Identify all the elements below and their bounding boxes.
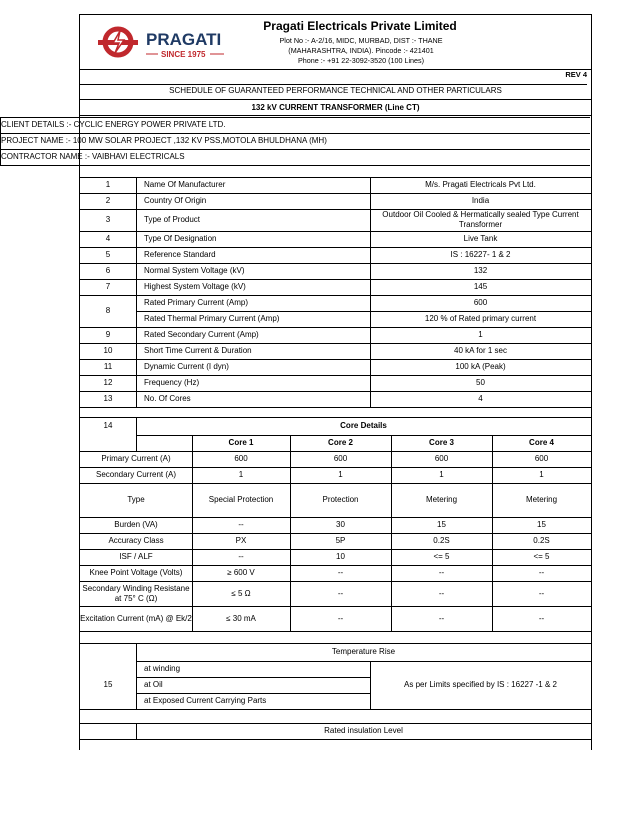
core-value: 1 xyxy=(539,470,544,479)
core-row-label: Accuracy Class xyxy=(108,536,164,545)
core-row-label: Excitation Current (mA) @ Ek/2 xyxy=(80,613,192,623)
row-parameter: Frequency (Hz) xyxy=(144,378,200,387)
core-value: 0.2S xyxy=(533,536,550,545)
core-value: 600 xyxy=(333,454,348,463)
core-value: -- xyxy=(337,613,344,623)
core-value: 30 xyxy=(336,520,345,529)
core-value: PX xyxy=(235,536,247,545)
row-number: 9 xyxy=(105,330,111,339)
row-number: 1 xyxy=(105,180,111,189)
core-value: -- xyxy=(337,568,344,577)
core-value: 5P xyxy=(335,536,346,545)
core-header: Core 1 xyxy=(228,438,254,447)
row-value: 40 kA for 1 sec xyxy=(454,346,507,355)
row-number: 8 xyxy=(105,306,111,315)
row-parameter: Country Of Origin xyxy=(144,196,207,205)
core-value: ≤ 5 Ω xyxy=(231,588,251,598)
contractor-name: CONTRACTOR NAME :- VAIBHAVI ELECTRICALS xyxy=(1,152,185,161)
core-value: 15 xyxy=(437,520,446,529)
core-value: Protection xyxy=(322,495,359,504)
row-value: 100 kA (Peak) xyxy=(455,362,506,371)
letterhead xyxy=(80,14,591,70)
core-value: -- xyxy=(538,613,545,623)
section-number: 14 xyxy=(103,421,113,430)
row-number: 2 xyxy=(105,196,111,205)
core-value: -- xyxy=(538,588,545,598)
core-value: ≤ 30 mA xyxy=(226,613,256,623)
row-parameter: Type of Product xyxy=(144,215,201,224)
row-number: 6 xyxy=(105,266,111,275)
row-parameter: Name Of Manufacturer xyxy=(144,180,226,189)
row-number: 11 xyxy=(103,362,113,371)
row-value: 120 % of Rated primary current xyxy=(424,314,537,323)
row-number: 3 xyxy=(105,215,111,224)
core-value: ≥ 600 V xyxy=(227,568,255,577)
row-value: Live Tank xyxy=(463,234,498,243)
temperature-rise-title: Temperature Rise xyxy=(331,647,396,656)
svg-text:SINCE 1975: SINCE 1975 xyxy=(161,50,206,59)
row-number: 13 xyxy=(103,394,113,403)
core-row-label: Secondary Current (A) xyxy=(95,470,177,479)
core-header: Core 2 xyxy=(328,438,353,447)
row-value: India xyxy=(471,196,490,205)
core-value: Special Protection xyxy=(208,495,274,504)
row-value: Outdoor Oil Cooled & Hermatically sealed Type Current Transformer xyxy=(382,210,579,229)
row-parameter: Reference Standard xyxy=(144,250,216,259)
core-value: -- xyxy=(238,520,244,529)
core-value: 600 xyxy=(534,454,549,463)
row-value: M/s. Pragati Electricals Pvt Ltd. xyxy=(425,180,536,189)
svg-text:PRAGATI: PRAGATI xyxy=(146,30,222,49)
company-address-line1: Plot No :- A-2/16, MIDC, MURBAD, DIST :- THANE xyxy=(279,36,443,45)
row-value: 4 xyxy=(478,394,483,403)
core-value: 1 xyxy=(439,470,444,479)
company-name: Pragati Electricals Private Limited xyxy=(263,19,457,33)
revision-label: REV 4 xyxy=(80,68,587,85)
schedule-title: SCHEDULE OF GUARANTEED PERFORMANCE TECHNICAL AND OTHER PARTICULARS xyxy=(169,86,502,95)
row-parameter: No. Of Cores xyxy=(144,394,191,403)
core-value: -- xyxy=(438,568,445,577)
core-value: Metering xyxy=(525,495,558,504)
core-value: -- xyxy=(238,552,244,561)
core-row-label: Primary Current (A) xyxy=(101,454,171,463)
core-value: -- xyxy=(337,588,344,598)
project-name: PROJECT NAME :- 100 MW SOLAR PROJECT ,132 KV PSS,MOTOLA BHULDHANA (MH) xyxy=(1,136,327,145)
temperature-value: As per Limits specified by IS : 16227 -1 & 2 xyxy=(404,680,557,689)
row-value: 50 xyxy=(476,378,485,387)
core-row-label: Knee Point Voltage (Volts) xyxy=(89,568,183,577)
company-phone: Phone :- +91 22-3092-3520 (100 Lines) xyxy=(297,56,425,65)
insulation-title: Rated insulation Level xyxy=(324,726,403,735)
core-row-label: Secondary Winding Resistane at 75° C (Ω) xyxy=(82,583,190,603)
row-parameter: Rated Thermal Primary Current (Amp) xyxy=(144,314,280,323)
row-number: 7 xyxy=(105,282,111,291)
core-value: -- xyxy=(538,568,545,577)
core-row-label: Burden (VA) xyxy=(114,520,158,529)
core-header: Core 4 xyxy=(529,438,554,447)
core-value: 0.2S xyxy=(433,536,450,545)
row-value: 600 xyxy=(473,298,488,307)
row-number: 5 xyxy=(105,250,111,259)
company-address-line2: (MAHARASHTRA, INDIA). Pincode :- 421401 xyxy=(288,46,434,55)
core-value: Metering xyxy=(425,495,458,504)
row-parameter: Highest System Voltage (kV) xyxy=(144,282,246,291)
temperature-item: at Oil xyxy=(144,680,163,689)
core-value: 600 xyxy=(434,454,449,463)
row-value: 132 xyxy=(473,266,488,275)
row-parameter: Dynamic Current (I dyn) xyxy=(144,362,229,371)
row-parameter: Type Of Designation xyxy=(144,234,217,243)
section-number: 15 xyxy=(103,680,113,689)
product-title: 132 kV CURRENT TRANSFORMER (Line CT) xyxy=(251,102,420,112)
row-value: 145 xyxy=(473,282,488,291)
core-details-title: Core Details xyxy=(340,421,387,430)
core-value: 1 xyxy=(338,470,343,479)
row-parameter: Short Time Current & Duration xyxy=(144,346,252,355)
core-value: <= 5 xyxy=(433,552,450,561)
row-number: 12 xyxy=(103,378,113,387)
row-number: 10 xyxy=(103,346,113,355)
client-details: CLIENT DETAILS :- CYCLIC ENERGY POWER PRIVATE LTD. xyxy=(1,120,226,129)
row-value: IS : 16227- 1 & 2 xyxy=(450,250,511,259)
core-value: 600 xyxy=(234,454,248,463)
core-value: 10 xyxy=(336,552,345,561)
core-value: <= 5 xyxy=(533,552,550,561)
row-parameter: Rated Primary Current (Amp) xyxy=(144,298,249,307)
core-value: -- xyxy=(438,588,445,598)
core-value: 1 xyxy=(238,470,244,479)
row-parameter: Normal System Voltage (kV) xyxy=(144,266,245,275)
company-logo xyxy=(94,23,244,63)
row-number: 4 xyxy=(105,234,111,243)
temperature-item: at winding xyxy=(144,664,181,673)
row-parameter: Rated Secondary Current (Amp) xyxy=(144,330,259,339)
temperature-item: at Exposed Current Carrying Parts xyxy=(144,696,267,705)
core-value: -- xyxy=(438,613,445,623)
core-row-label: Type xyxy=(127,495,145,504)
row-value: 1 xyxy=(478,330,483,339)
core-row-label: ISF / ALF xyxy=(119,552,153,561)
core-header: Core 3 xyxy=(429,438,454,447)
core-value: 15 xyxy=(537,520,546,529)
